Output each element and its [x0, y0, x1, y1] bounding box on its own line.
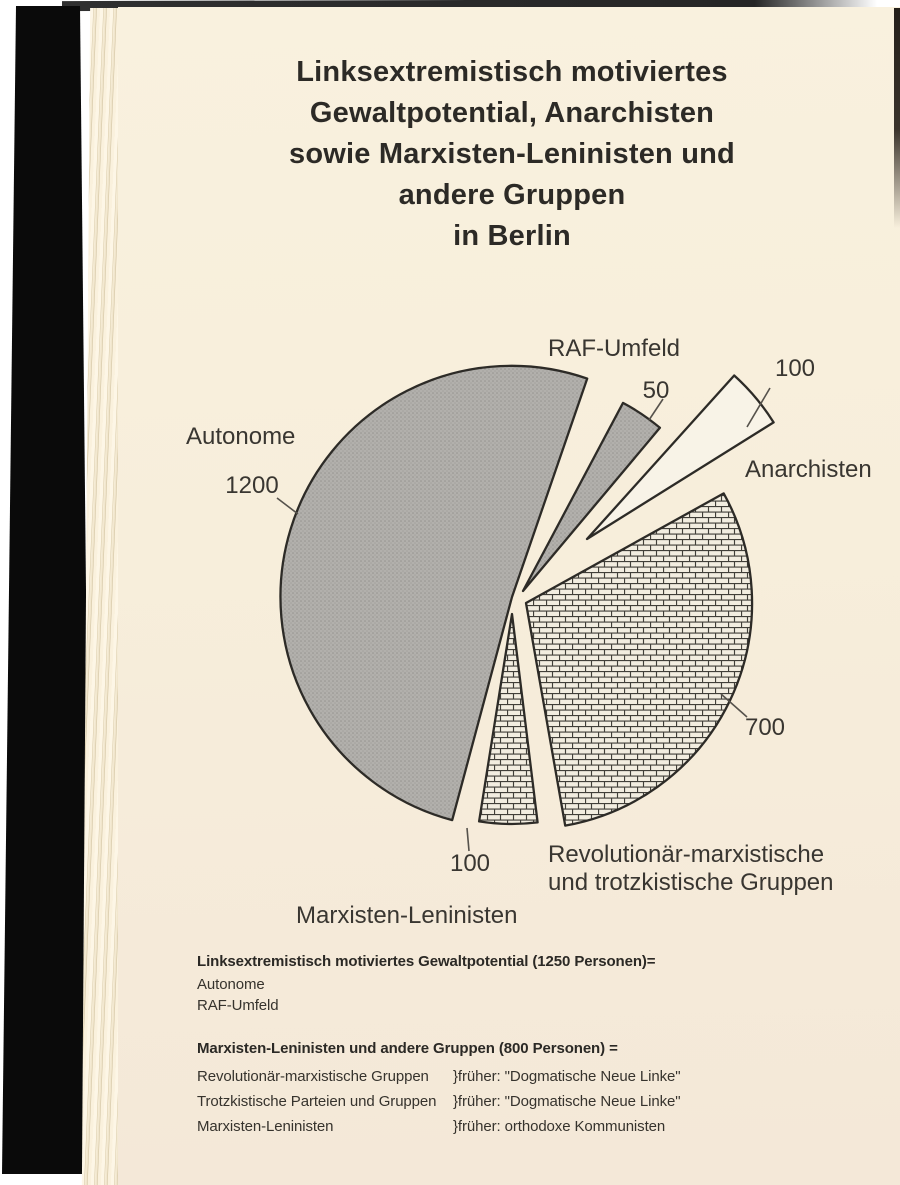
footnote-row-right: }früher: "Dogmatische Neue Linke": [453, 1068, 681, 1085]
footnote-row: [197, 1064, 837, 1089]
pie-slice-autonome: [280, 366, 587, 820]
footnote-row-left: Marxisten-Leninisten: [197, 1118, 334, 1135]
slice-label-revmarx: [548, 841, 833, 897]
slice-value-revmarx: 700: [744, 714, 786, 741]
footnote-gewaltpotential: [197, 953, 655, 1016]
footnote-item-raf-umfeld: RAF-Umfeld: [197, 997, 279, 1014]
footnote-row-left: Revolutionär-marxistische Gruppen: [197, 1068, 429, 1085]
chart-title-line-4: andere Gruppen: [398, 179, 626, 211]
slice-label-anarchisten: Anarchisten: [745, 456, 872, 483]
footnote-marxisten-leninisten: [197, 1040, 837, 1139]
slice-label-revmarx-line-1: Revolutionär-marxistische: [548, 841, 825, 868]
leader-line-autonome-1200: [277, 498, 298, 514]
slice-label-revmarx-line-2: und trotzkistische Gruppen: [548, 869, 834, 896]
footnote-row-right: }früher: orthodoxe Kommunisten: [453, 1118, 666, 1135]
slice-value-marxisten-leninisten: 100: [449, 850, 491, 877]
footnote-gewaltpotential-heading: Linksextremistisch motiviertes Gewaltpotential (1250 Personen)=: [197, 953, 656, 970]
chart-title-line-2: Gewaltpotential, Anarchisten: [309, 97, 715, 129]
slice-value-autonome: 1200: [225, 472, 279, 499]
chart-title-line-5: in Berlin: [453, 220, 571, 252]
footnote-row: [197, 1114, 837, 1139]
footnote-row: [197, 1089, 837, 1114]
footnote-ml-heading: Marxisten-Leninisten und andere Gruppen (800 Personen) =: [197, 1040, 618, 1057]
slice-value-raf-umfeld: 50: [642, 377, 670, 404]
slice-label-marxisten-leninisten: Marxisten-Leninisten: [296, 902, 518, 929]
footnote-row-left: Trotzkistische Parteien und Gruppen: [197, 1093, 437, 1110]
chart-title-line-1: Linksextremistisch motiviertes: [296, 56, 728, 88]
leader-line-ml-100: [467, 828, 469, 851]
slice-label-raf-umfeld: RAF-Umfeld: [547, 335, 680, 362]
slice-value-anarchisten: 100: [774, 355, 816, 382]
footnote-item-autonome: Autonome: [197, 976, 265, 993]
slice-label-autonome: Autonome: [186, 423, 296, 450]
footnote-row-right: }früher: "Dogmatische Neue Linke": [453, 1093, 681, 1110]
chart-title-line-3: sowie Marxisten-Leninisten und: [289, 138, 735, 170]
